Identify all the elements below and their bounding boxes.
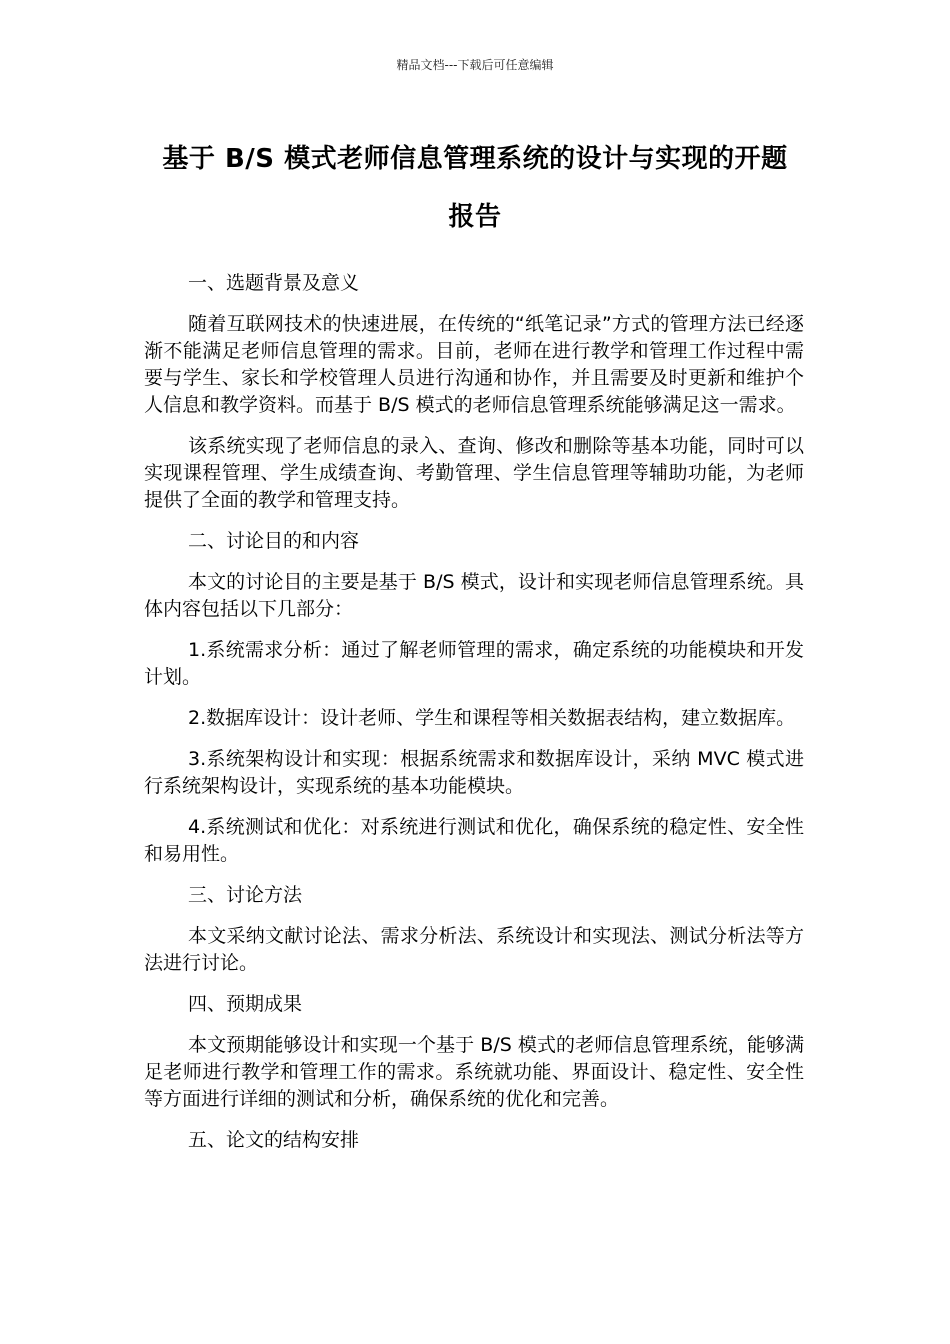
list-item-database: 2.数据库设计：设计老师、学生和课程等相关数据表结构，建立数据库。	[188, 707, 796, 729]
paragraph-purpose: 本文的讨论目的主要是基于 B/S 模式，设计和实现老师信息管理系统。具体内容包括以下几部分：	[144, 571, 804, 620]
list-item-architecture: 3.系统架构设计和实现：根据系统需求和数据库设计，采纳 MVC 模式进行系统架构设计，实现系统的基本功能模块。	[144, 748, 804, 797]
section-heading-purpose: 二、讨论目的和内容	[188, 530, 360, 552]
list-item-testing: 4.系统测试和优化：对系统进行测试和优化，确保系统的稳定性、安全性和易用性。	[144, 816, 804, 865]
section-heading-structure: 五、论文的结构安排	[188, 1129, 360, 1151]
paragraph-background-2: 该系统实现了老师信息的录入、查询、修改和删除等基本功能，同时可以实现课程管理、学生成绩查询、考勤管理、学生信息管理等辅助功能，为老师提供了全面的教学和管理支持。	[144, 435, 804, 511]
section-heading-background: 一、选题背景及意义	[188, 272, 360, 294]
paragraph-method: 本文采纳文献讨论法、需求分析法、系统设计和实现法、测试分析法等方法进行讨论。	[144, 925, 804, 974]
section-heading-method: 三、讨论方法	[188, 884, 303, 906]
document-body	[144, 270, 804, 1168]
document-title	[135, 130, 815, 246]
section-heading-outcome: 四、预期成果	[188, 993, 303, 1015]
list-item-requirements: 1.系统需求分析：通过了解老师管理的需求，确定系统的功能模块和开发计划。	[144, 639, 804, 688]
title-line-1: 基于 B/S 模式老师信息管理系统的设计与实现的开题	[162, 144, 788, 174]
title-line-2: 报告	[448, 202, 502, 232]
header-note: 精品文档---下载后可任意编辑	[396, 58, 554, 72]
paragraph-background-1: 随着互联网技术的快速进展，在传统的“纸笔记录”方式的管理方法已经逐渐不能满足老师信息管理的需求。目前，老师在进行教学和管理工作过程中需要与学生、家长和学校管理人员进行沟通和协作，并且需要及时更新和维护个人信息和教学资料。而基于 B/S 模式的老师信息管理系统能够满足这一需求。	[144, 313, 804, 416]
paragraph-outcome: 本文预期能够设计和实现一个基于 B/S 模式的老师信息管理系统，能够满足老师进行教学和管理工作的需求。系统就功能、界面设计、稳定性、安全性等方面进行详细的测试和分析，确保系统的优化和完善。	[144, 1034, 804, 1110]
